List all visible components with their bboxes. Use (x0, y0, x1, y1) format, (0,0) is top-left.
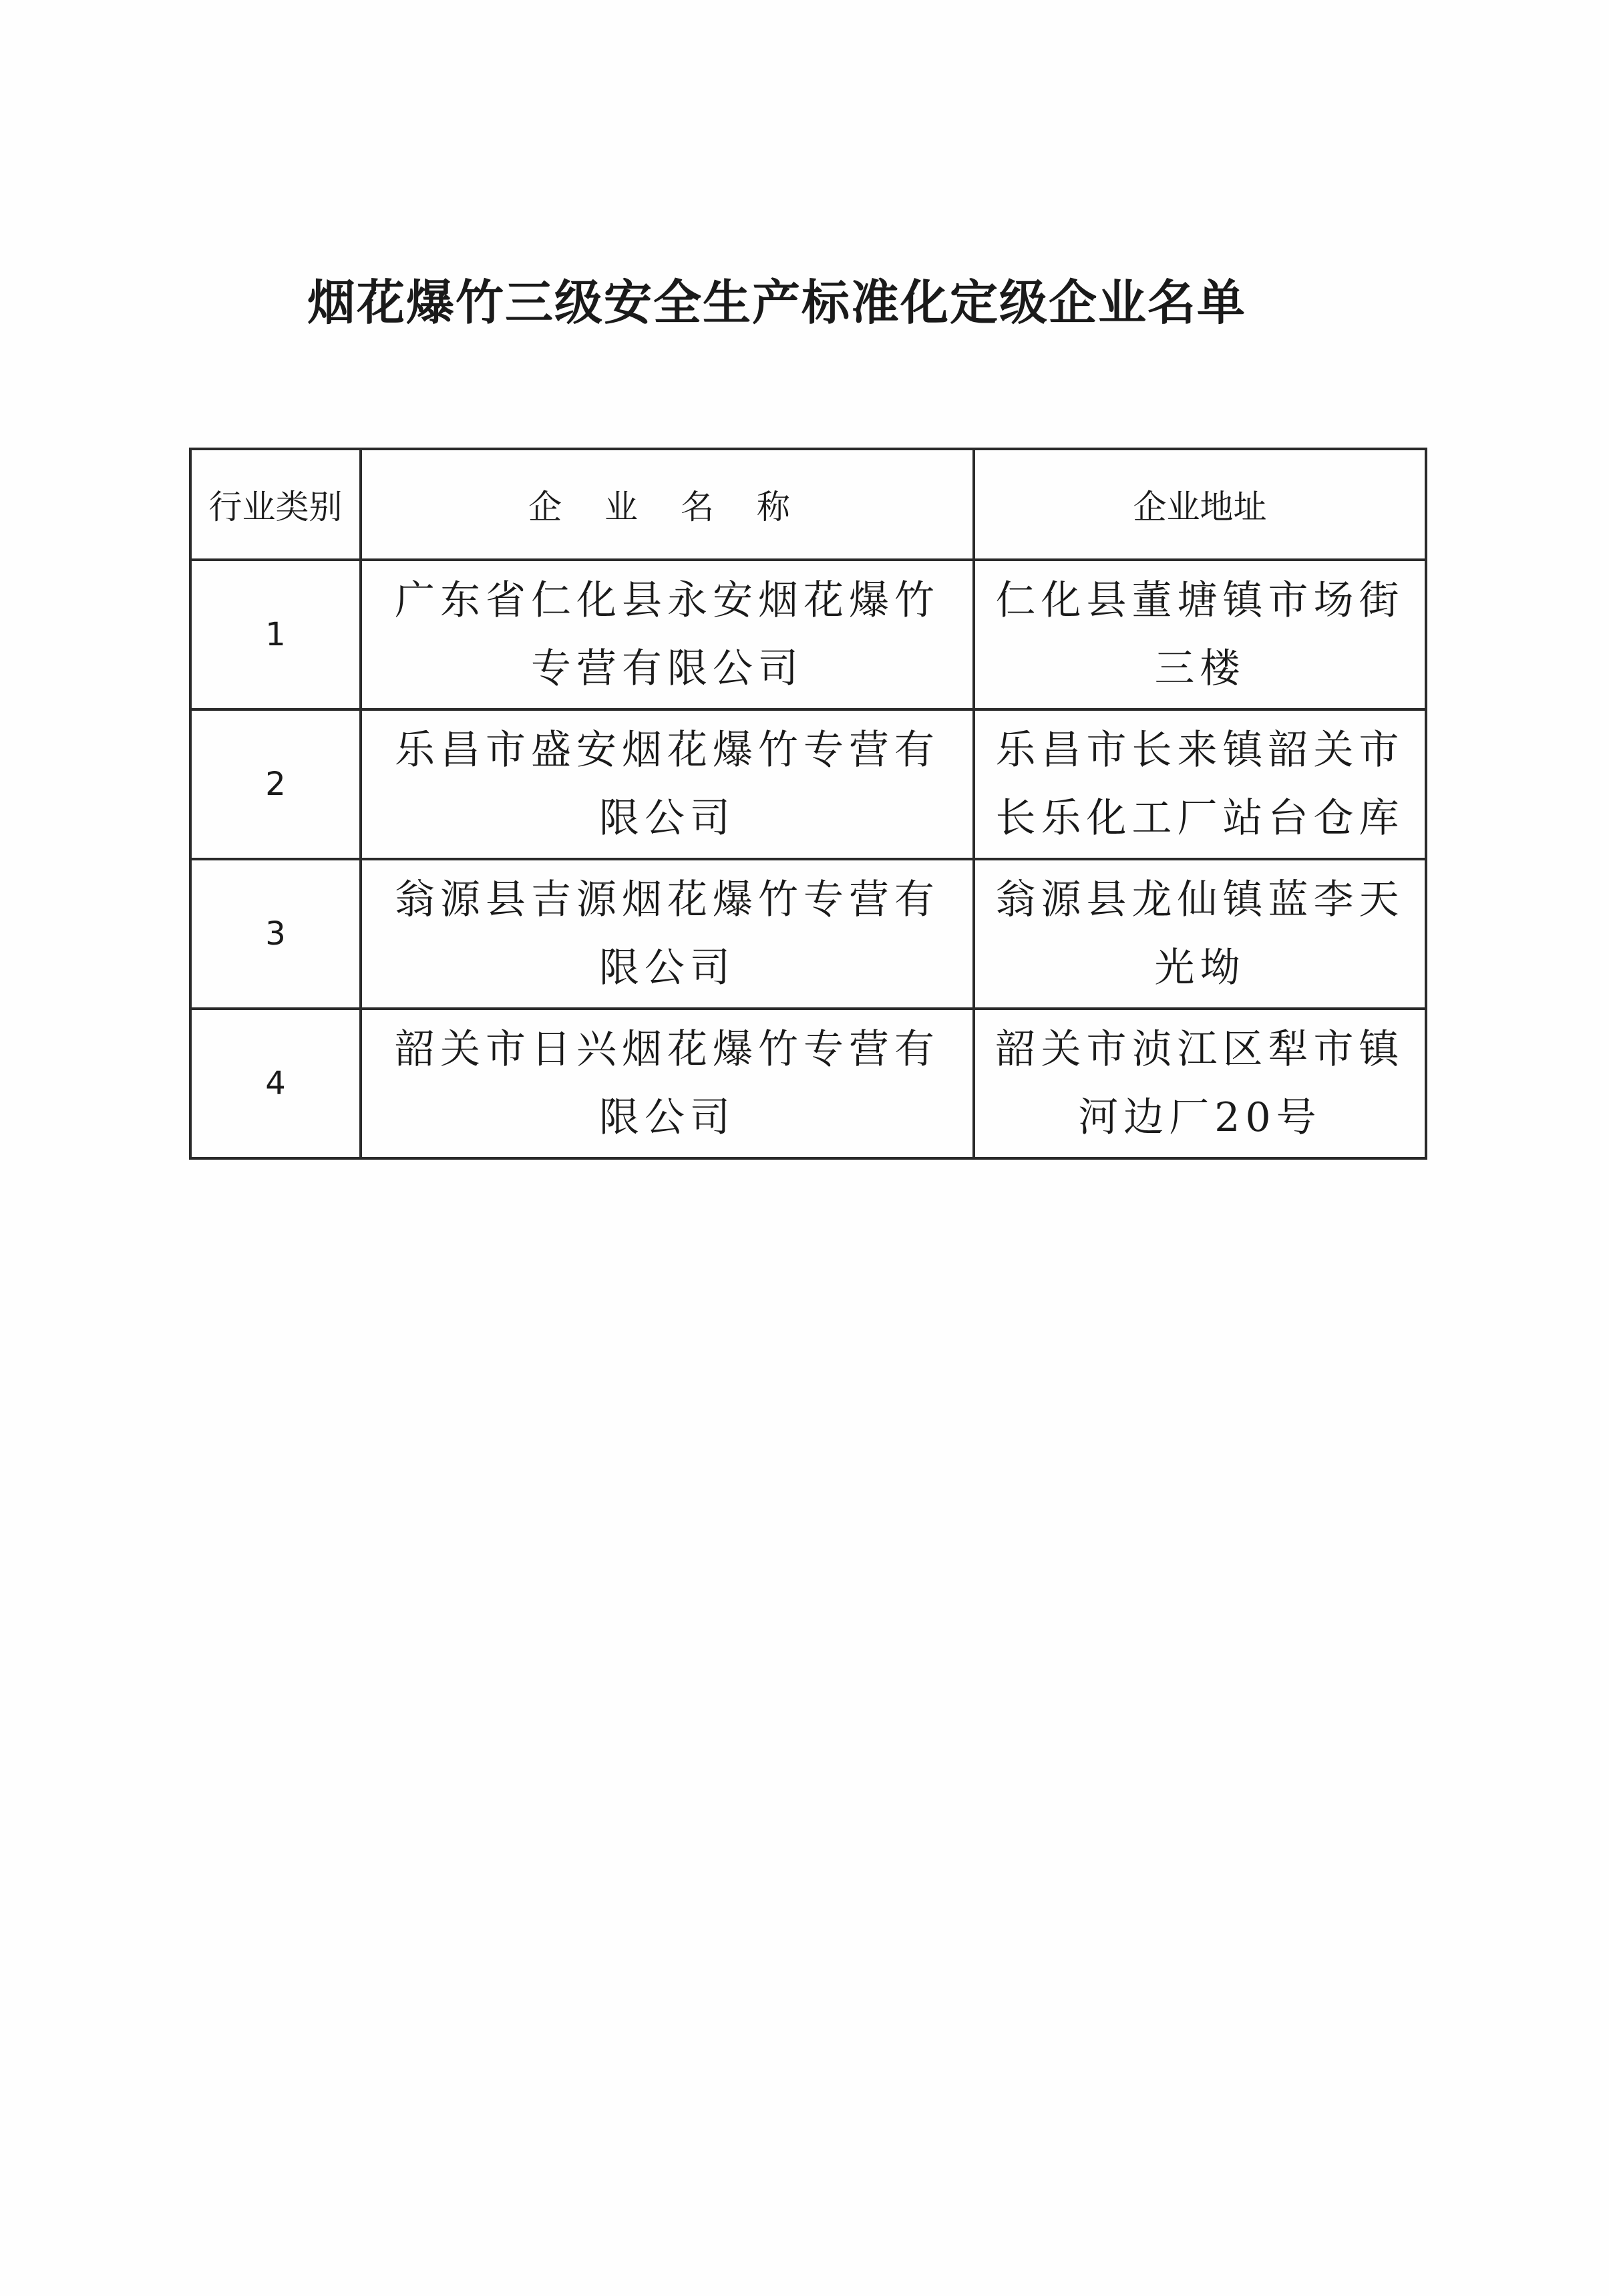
document-title: 烟花爆竹三级安全生产标准化定级企业名单 (307, 275, 1247, 331)
enterprise-address: 翁源县龙仙镇蓝李天光坳 (974, 859, 1426, 1009)
enterprise-name: 翁源县吉源烟花爆竹专营有限公司 (361, 859, 974, 1009)
row-number: 1 (190, 560, 361, 709)
enterprise-name: 韶关市日兴烟花爆竹专营有限公司 (361, 1009, 974, 1158)
enterprise-name: 乐昌市盛安烟花爆竹专营有限公司 (361, 709, 974, 859)
header-enterprise-name: 企 业 名 称 (361, 449, 974, 560)
header-enterprise-address: 企业地址 (974, 449, 1426, 560)
table-row (190, 709, 1426, 859)
header-industry-type: 行业类别 (190, 449, 361, 560)
enterprise-table (189, 448, 1427, 1160)
row-number: 3 (190, 859, 361, 1009)
table-row (190, 1009, 1426, 1158)
enterprise-address: 仁化县董塘镇市场街三楼 (974, 560, 1426, 709)
table-row (190, 560, 1426, 709)
enterprise-address: 乐昌市长来镇韶关市长乐化工厂站台仓库 (974, 709, 1426, 859)
table-header-row (190, 449, 1426, 560)
row-number: 2 (190, 709, 361, 859)
enterprise-address: 韶关市浈江区犁市镇河边厂20号 (974, 1009, 1426, 1158)
enterprise-name: 广东省仁化县永安烟花爆竹专营有限公司 (361, 560, 974, 709)
row-number: 4 (190, 1009, 361, 1158)
table-row (190, 859, 1426, 1009)
